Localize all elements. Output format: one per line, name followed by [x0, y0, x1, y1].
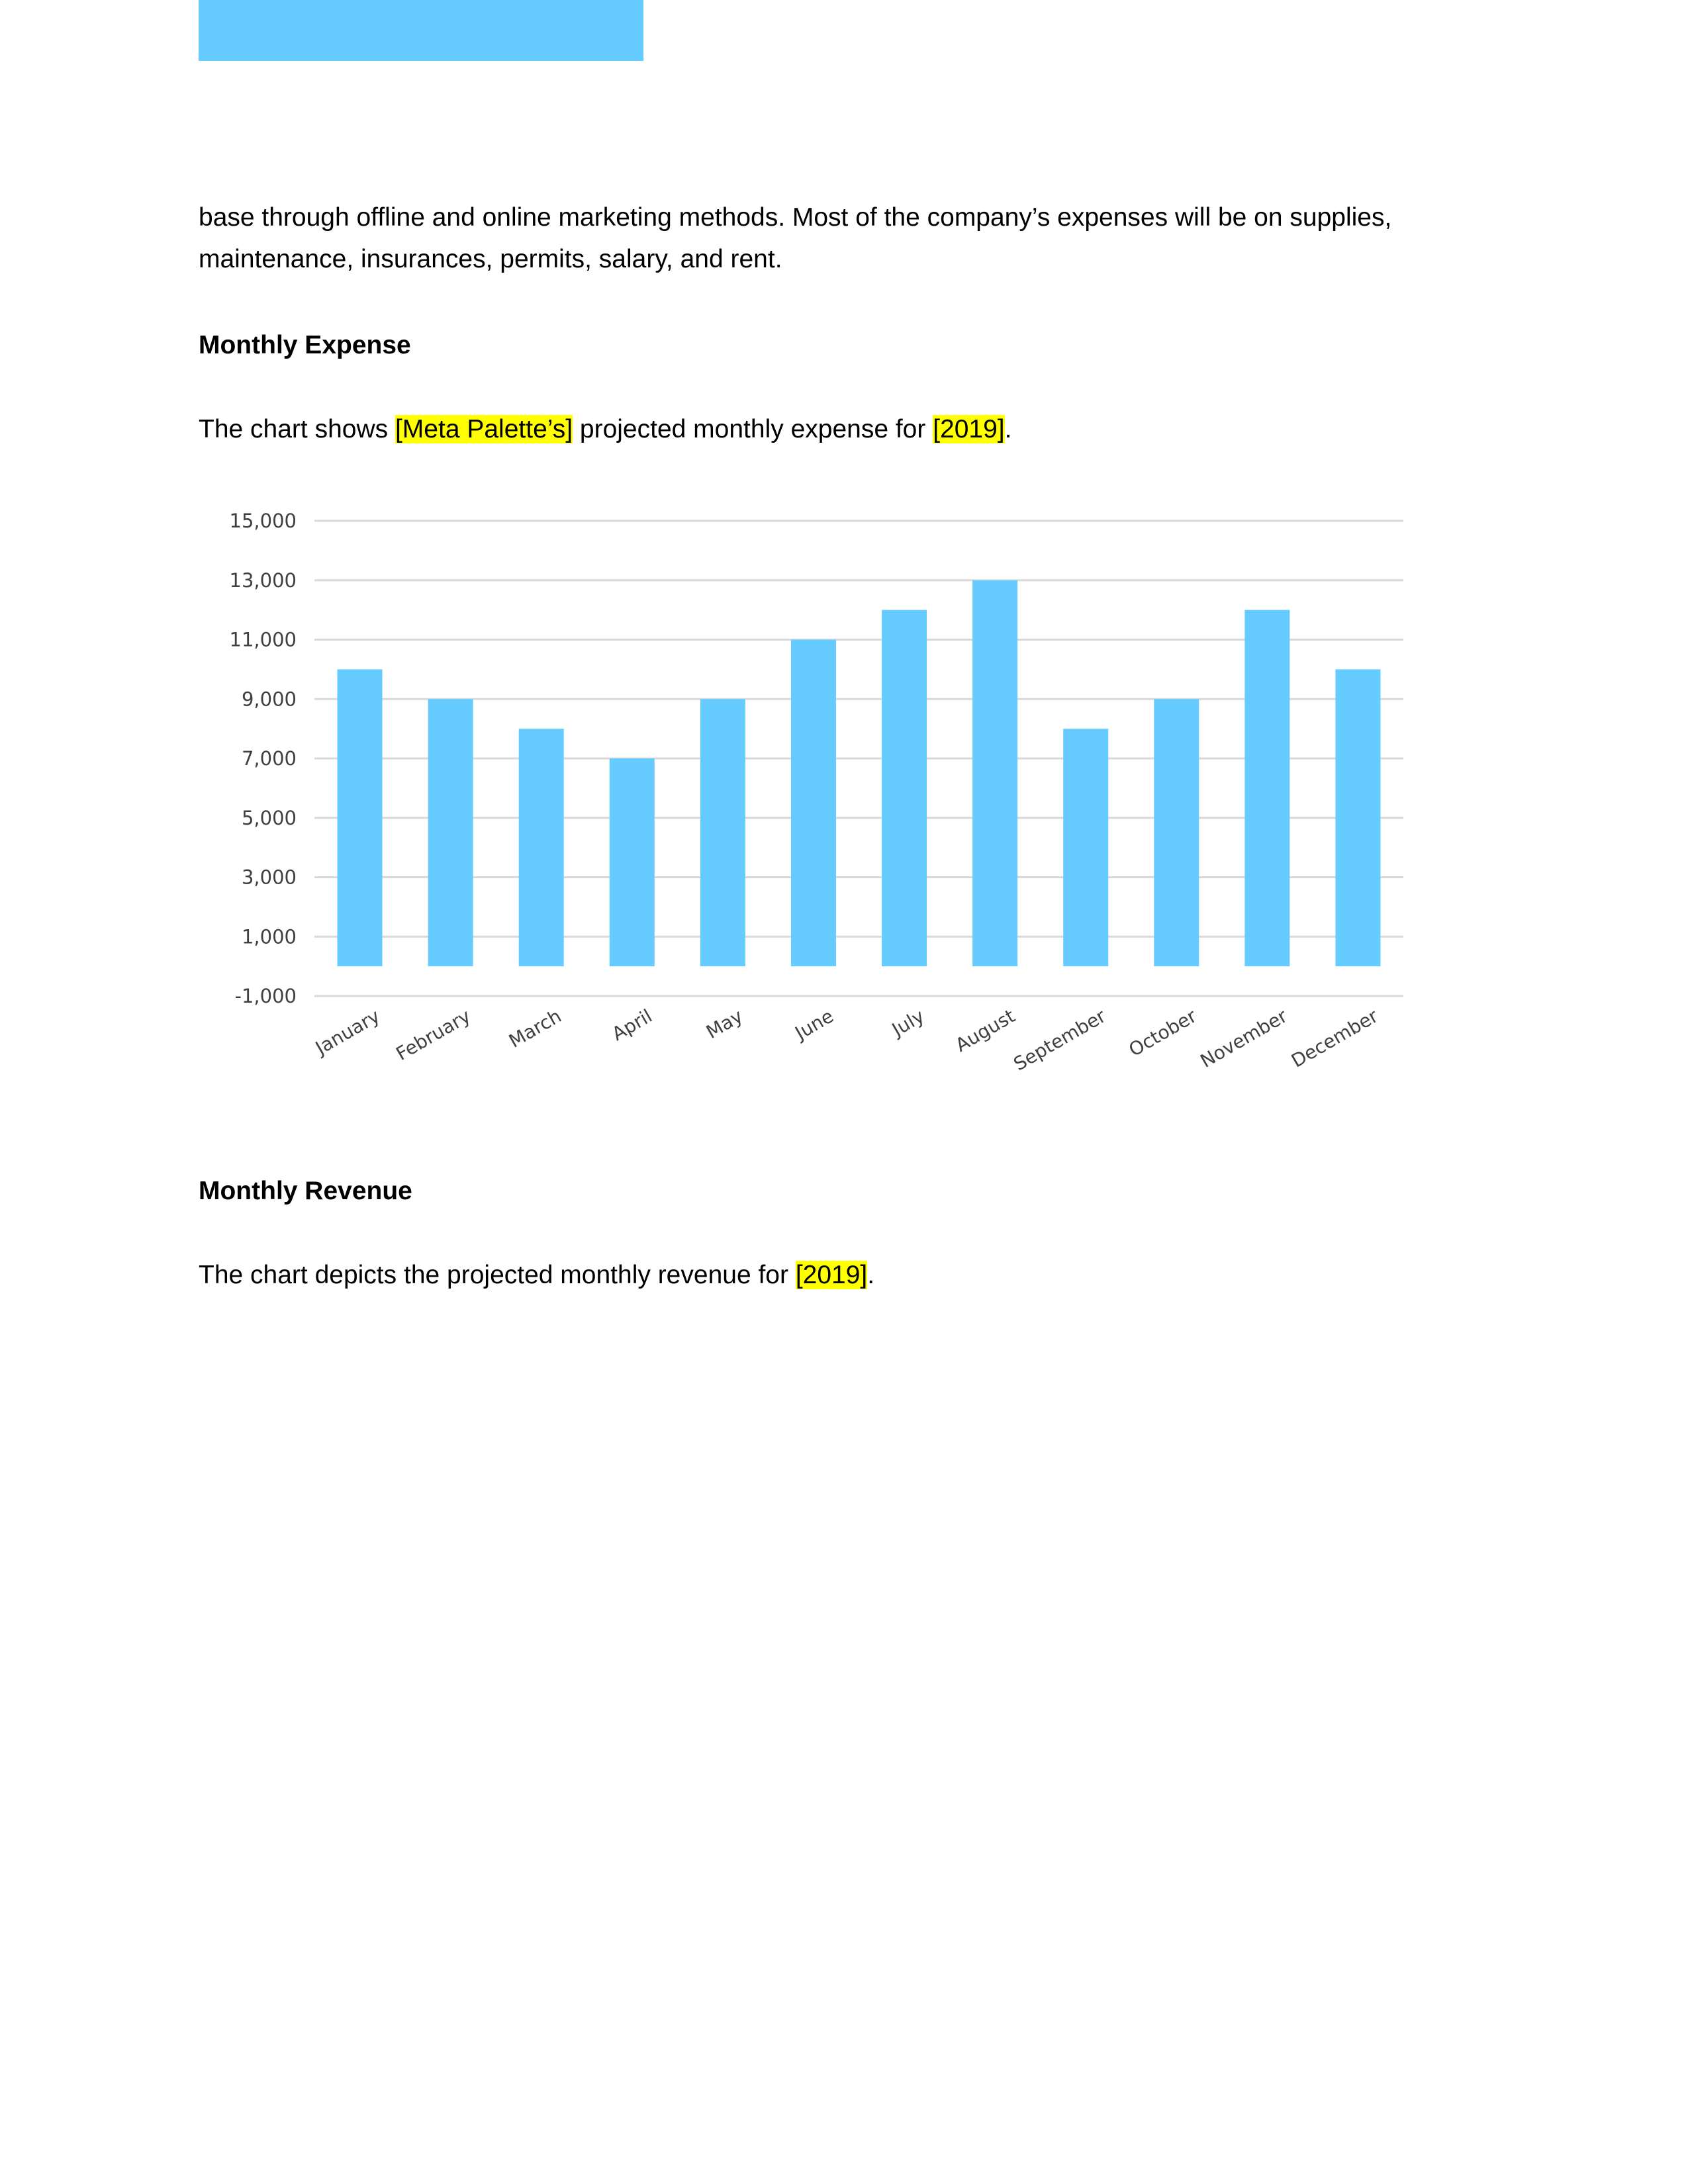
x-tick-label: July	[888, 1005, 928, 1041]
chart-bars	[338, 580, 1381, 966]
y-tick-label: 3,000	[241, 866, 297, 889]
bar-october	[1154, 699, 1199, 966]
y-tick-label: 7,000	[241, 747, 297, 770]
monthly-revenue-description	[199, 1254, 874, 1296]
bar-march	[519, 729, 564, 966]
y-tick-label: 1,000	[241, 925, 297, 948]
bar-may	[700, 699, 745, 966]
monthly-expense-heading: Monthly Expense	[199, 331, 411, 359]
y-tick-label: 15,000	[229, 510, 297, 532]
x-tick-label: September	[1009, 1005, 1110, 1075]
chart-y-axis	[230, 510, 297, 1007]
company-placeholder[interactable]: [Meta Palette’s]	[395, 415, 573, 443]
monthly-expense-chart	[199, 490, 1430, 1085]
revenue-year-placeholder[interactable]: [2019]	[795, 1261, 868, 1289]
expense-text-after: .	[1004, 415, 1012, 443]
bar-august	[972, 580, 1017, 966]
x-tick-label: March	[505, 1005, 565, 1052]
monthly-revenue-heading: Monthly Revenue	[199, 1177, 412, 1205]
bar-december	[1335, 669, 1380, 966]
x-tick-label: August	[951, 1005, 1019, 1057]
bar-april	[610, 758, 655, 966]
bar-january	[338, 669, 383, 966]
x-tick-label: May	[702, 1005, 747, 1044]
y-tick-label: -1,000	[234, 985, 297, 1007]
expense-text-middle: projected monthly expense for	[573, 415, 933, 443]
bar-june	[791, 640, 836, 967]
x-tick-label: January	[312, 1005, 384, 1060]
bar-july	[882, 610, 927, 967]
revenue-text-before: The chart depicts the projected monthly revenue for	[199, 1261, 796, 1289]
y-tick-label: 13,000	[229, 569, 297, 592]
x-tick-label: October	[1125, 1005, 1201, 1062]
x-tick-label: November	[1196, 1005, 1291, 1072]
chart-x-axis	[310, 1005, 1382, 1075]
y-tick-label: 5,000	[241, 806, 297, 829]
x-tick-label: June	[791, 1005, 837, 1044]
expense-year-placeholder[interactable]: [2019]	[933, 415, 1005, 443]
y-tick-label: 9,000	[241, 688, 297, 711]
bar-november	[1244, 610, 1289, 967]
intro-paragraph: base through offline and online marketing methods. Most of the company’s expenses will be on supplies, maintenance, insurances, permits, salary, and rent.	[199, 203, 1392, 273]
header-accent-bar	[199, 0, 643, 61]
bar-february	[428, 699, 473, 966]
x-tick-label: April	[608, 1005, 656, 1046]
x-tick-label: February	[392, 1005, 475, 1066]
expense-text-before: The chart shows	[199, 415, 395, 443]
chart-grid	[314, 521, 1403, 996]
y-tick-label: 11,000	[229, 628, 297, 651]
x-tick-label: December	[1288, 1005, 1382, 1072]
monthly-expense-description	[199, 408, 1011, 450]
bar-september	[1063, 729, 1108, 966]
revenue-text-after: .	[867, 1261, 875, 1289]
